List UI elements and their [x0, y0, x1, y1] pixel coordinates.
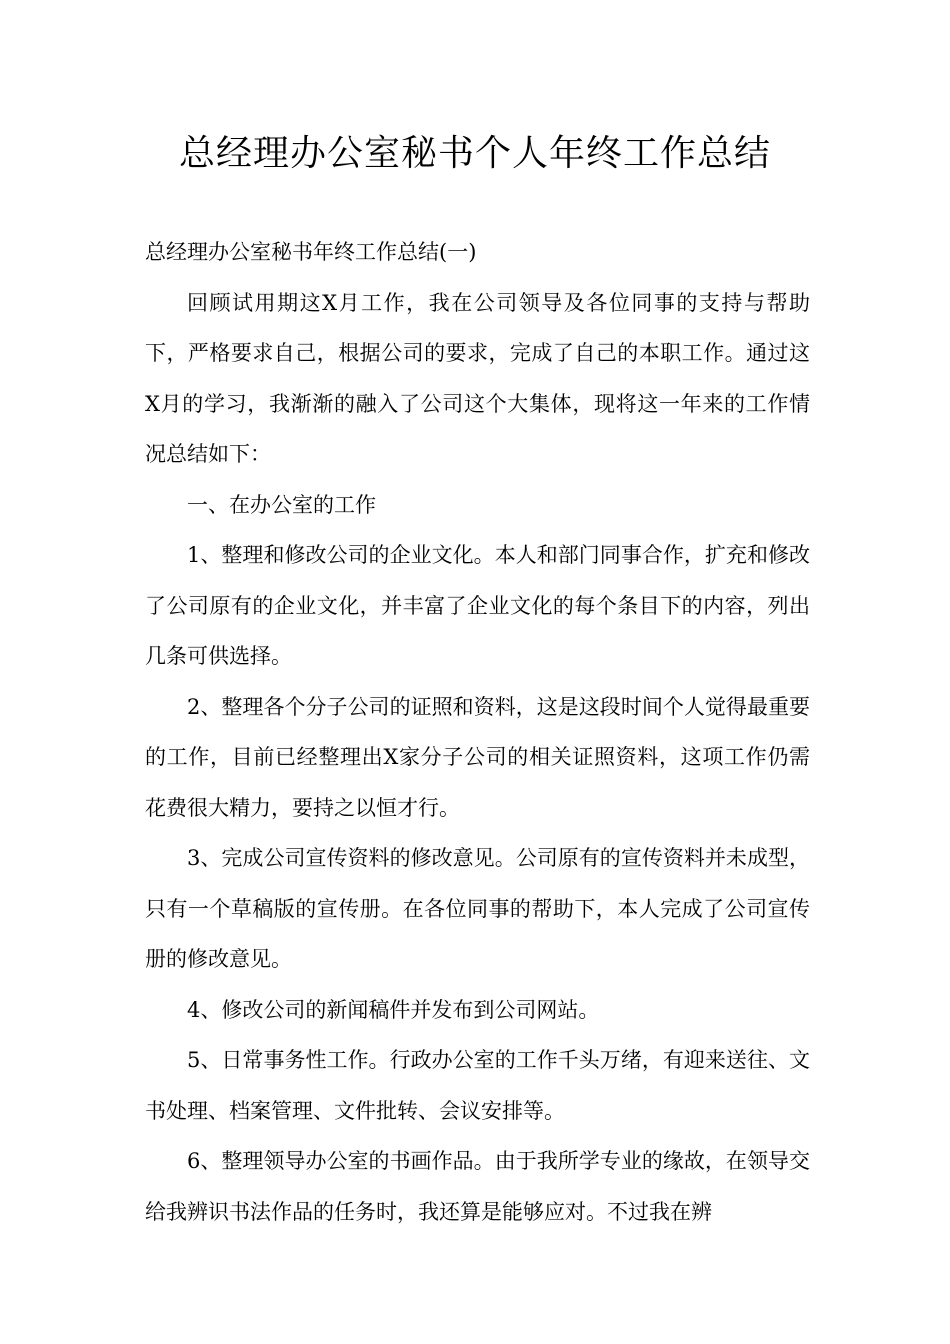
paragraph-item-3: 3、完成公司宣传资料的修改意见。公司原有的宣传资料并未成型，只有一个草稿版的宣传册。在各位同事的帮助下，本人完成了公司宣传册的修改意见。	[145, 846, 810, 971]
section-subtitle: 总经理办公室秘书年终工作总结(一)	[145, 240, 477, 264]
heading-office-work: 一、在办公室的工作	[187, 492, 376, 517]
paragraph-item-5: 5、日常事务性工作。行政办公室的工作千头万绪，有迎来送往、文书处理、档案管理、文件批转、会议安排等。	[145, 1048, 810, 1123]
paragraph-intro: 回顾试用期这X月工作，我在公司领导及各位同事的支持与帮助下，严格要求自己，根据公司的要求，完成了自己的本职工作。通过这X月的学习，我渐渐的融入了公司这个大集体，现将这一年来的工作情况总结如下：	[145, 290, 810, 466]
document-title: 总经理办公室秘书个人年终工作总结	[178, 133, 771, 174]
paragraph-item-1: 1、整理和修改公司的企业文化。本人和部门同事合作，扩充和修改了公司原有的企业文化，并丰富了企业文化的每个条目下的内容，列出几条可供选择。	[145, 543, 810, 668]
paragraph-item-2: 2、整理各个分子公司的证照和资料，这是这段时间个人觉得最重要的工作，目前已经整理出X家分子公司的相关证照资料，这项工作仍需花费很大精力，要持之以恒才行。	[145, 694, 810, 820]
paragraph-item-6: 6、整理领导办公室的书画作品。由于我所学专业的缘故，在领导交给我辨识书法作品的任务时，我还算是能够应对。不过我在辨	[145, 1149, 810, 1224]
document-body	[145, 227, 810, 1237]
paragraph-item-4: 4、修改公司的新闻稿件并发布到公司网站。	[187, 997, 600, 1022]
